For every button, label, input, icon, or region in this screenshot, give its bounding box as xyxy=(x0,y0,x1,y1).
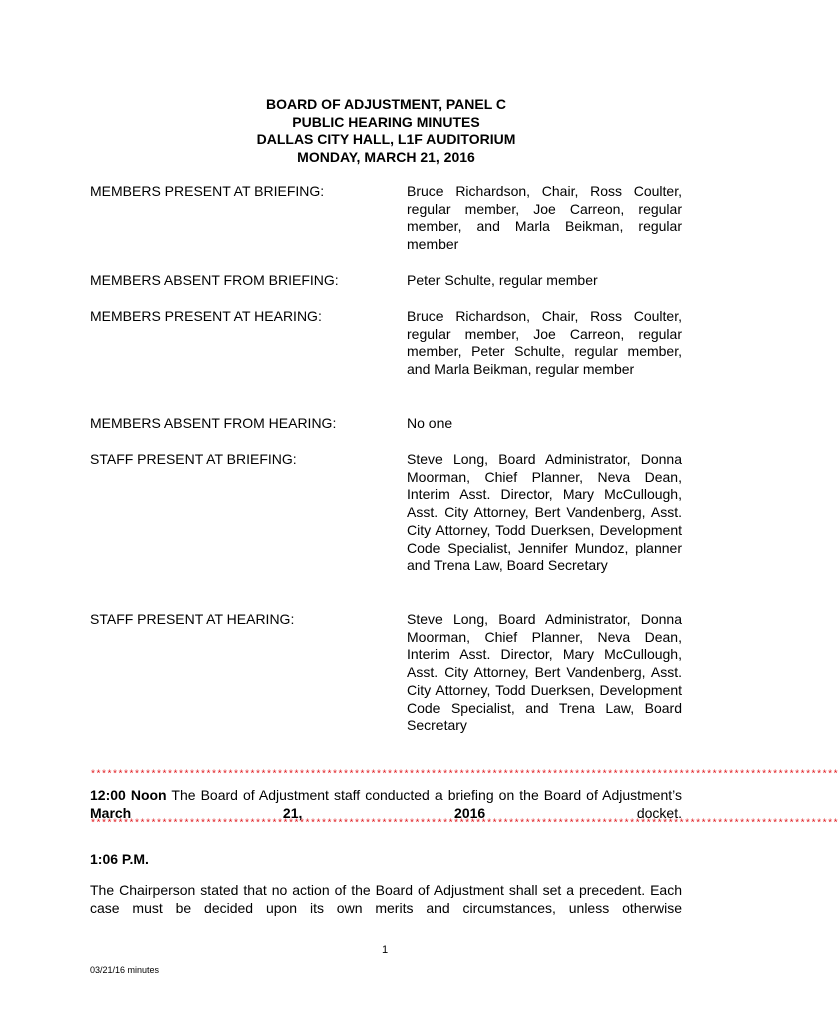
attendance-label: MEMBERS PRESENT AT HEARING: xyxy=(90,308,322,324)
attendance-label: STAFF PRESENT AT HEARING: xyxy=(90,611,295,627)
attendance-label: MEMBERS PRESENT AT BRIEFING: xyxy=(90,183,325,199)
attendance-value: Peter Schulte, regular member xyxy=(407,272,598,288)
attendance-label: MEMBERS ABSENT FROM BRIEFING: xyxy=(90,272,339,288)
briefing-time: 12:00 Noon xyxy=(90,787,167,803)
header-location: DALLAS CITY HALL, L1F AUDITORIUM xyxy=(256,131,516,147)
briefing-paragraph xyxy=(90,787,682,822)
attendance-value: Bruce Richardson, Chair, Ross Coulter, regular member, Joe Carreon, regular member, and Marla Beikman, regular member xyxy=(407,183,682,253)
hearing-start-time: 1:06 P.M. xyxy=(90,851,149,867)
header-board-title: BOARD OF ADJUSTMENT, PANEL C xyxy=(265,96,507,112)
separator-line-bottom: **************************************************************************************************************************************** xyxy=(90,819,838,830)
attendance-value: Bruce Richardson, Chair, Ross Coulter, regular member, Joe Carreon, regular member, Peter Schulte, regular member, and Marla Beikman, regular member xyxy=(407,308,682,378)
page-footer: 03/21/16 minutes xyxy=(90,965,160,975)
header-document-type: PUBLIC HEARING MINUTES xyxy=(292,113,480,130)
separator-line-top: **************************************************************************************************************************************** xyxy=(90,770,838,781)
attendance-value: Steve Long, Board Administrator, Donna Moorman, Chief Planner, Neva Dean, Interim Asst. Director, Mary McCullough, Asst. City Attorney, Bert Vandenberg, Asst. City Attorney, Todd Duerksen, Development Code Specialist, Jennifer Mundoz, planner and Trena Law, Board Secretary xyxy=(407,451,682,574)
page-number: 1 xyxy=(381,944,389,956)
briefing-text-end: docket. xyxy=(485,804,682,821)
attendance-value: No one xyxy=(407,415,453,431)
briefing-text: The Board of Adjustment staff conducted a briefing on the Board of Adjustment’s xyxy=(166,787,683,803)
attendance-value: Steve Long, Board Administrator, Donna Moorman, Chief Planner, Neva Dean, Interim Asst. Director, Mary McCullough, Asst. City Attorney, Bert Vandenberg, Asst. City Attorney, Todd Duerksen, Development Code Specialist, and Trena Law, Board Secretary xyxy=(407,611,682,734)
attendance-label: MEMBERS ABSENT FROM HEARING: xyxy=(90,415,337,431)
chair-statement-paragraph: The Chairperson stated that no action of the Board of Adjustment shall set a precedent. Each case must be decided upon its own merits and circumstances, unless otherwise xyxy=(90,882,682,916)
minutes-header xyxy=(90,96,682,166)
briefing-date: March 21, 2016 xyxy=(90,804,486,821)
header-date: MONDAY, MARCH 21, 2016 xyxy=(297,148,475,165)
attendance-label: STAFF PRESENT AT BRIEFING: xyxy=(90,451,297,467)
